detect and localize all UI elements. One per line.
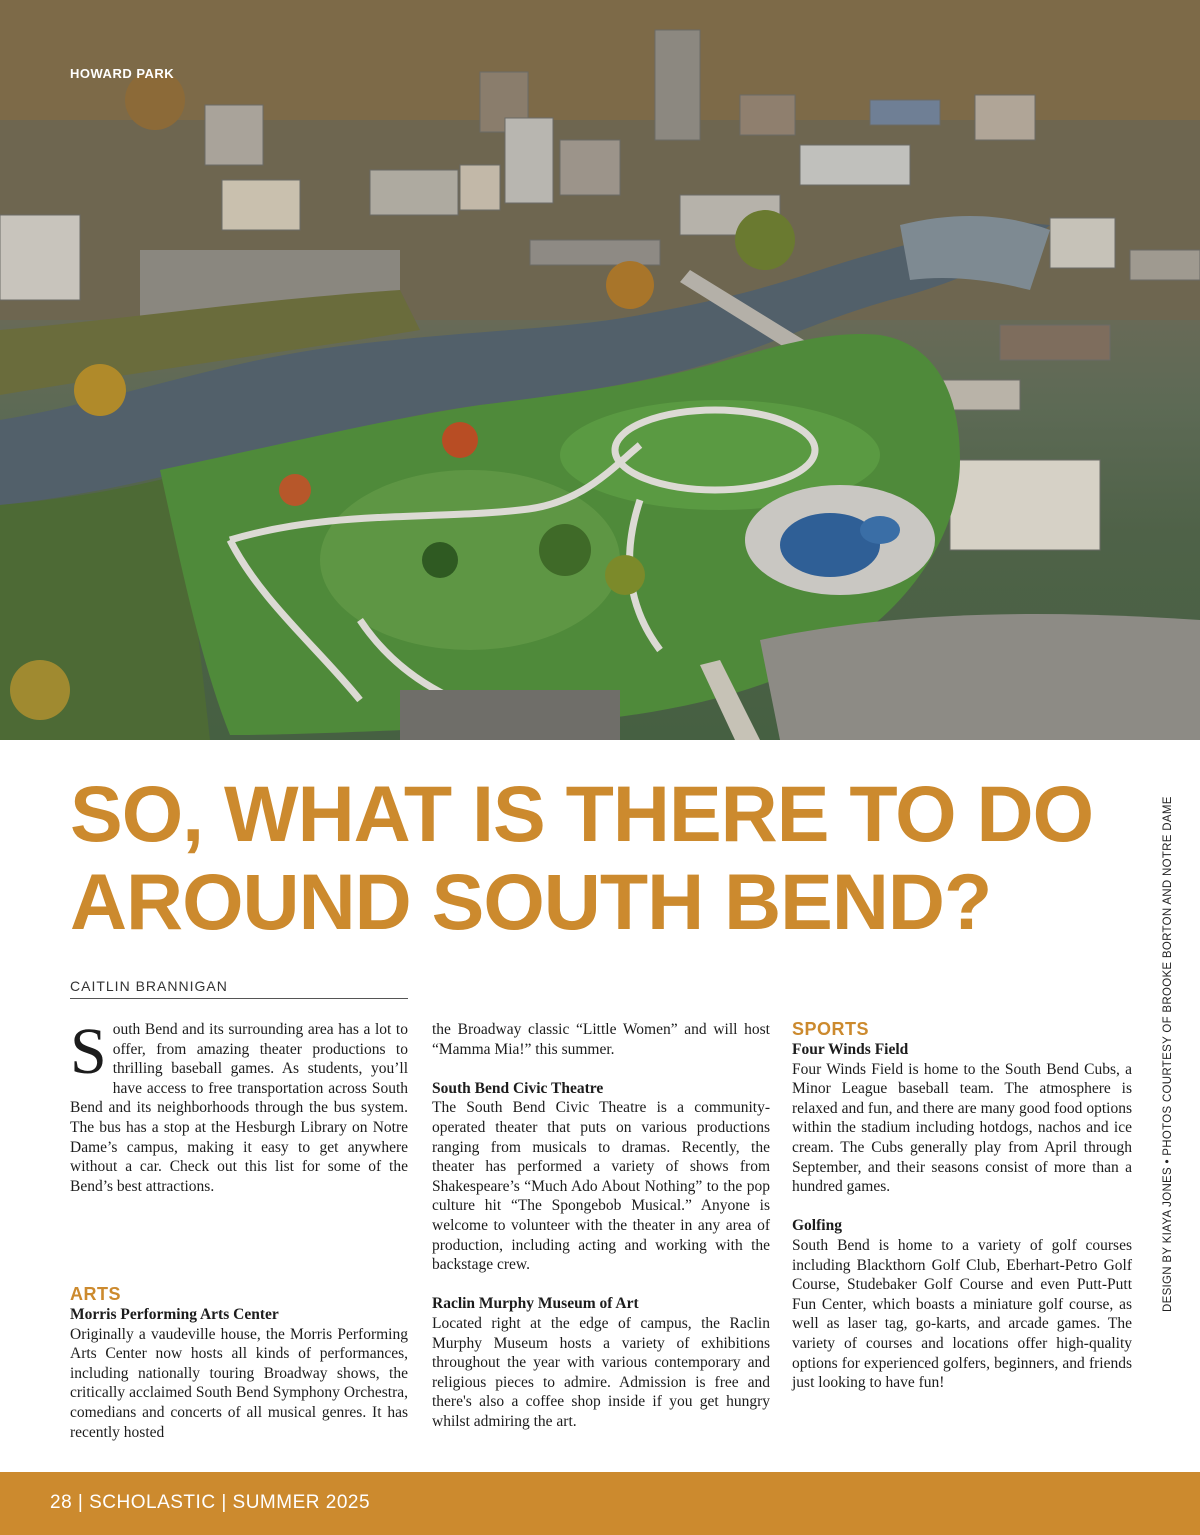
hero-photo [0, 0, 1200, 740]
footer-folio: 28 | SCHOLASTIC | SUMMER 2025 [50, 1492, 371, 1513]
four-winds-body: Four Winds Field is home to the South Bend Cubs, a Minor League baseball team. The atmosphere is relaxed and fun, and there are many good food options within the stadium including hotdogs, nachos and ice cream. The Cubs generally play from April through September, and their seasons consist of more than a hundred games. [792, 1060, 1132, 1196]
photo-design-credit: DESIGN BY KIAYA JONES • PHOTOS COURTESY OF BROOKE BORTON AND NOTRE DAME [1162, 796, 1174, 1312]
morris-body-continued: the Broadway classic “Little Women” and will host “Mamma Mia!” this summer. [432, 1021, 770, 1058]
civic-theatre-body: The South Bend Civic Theatre is a community-operated theater that puts on various productions ranging from musicals to dramas. Recently, the theater has performed a variety of shows from Shakespeare’s “Much Ado About Nothing” to the pop culture hit “The Spongebob Musical.” Anyone is welcome to volunteer with the theater in any area of production, including acting and working with the backstage crew. [432, 1099, 770, 1274]
column-1 [70, 1015, 408, 1196]
aerial-photo-illustration [0, 0, 1200, 740]
page-title [70, 770, 1130, 946]
column-2 [432, 1020, 770, 1431]
four-winds-title: Four Winds Field [792, 1041, 909, 1058]
drop-cap: S [70, 1015, 107, 1088]
photo-location-label: HOWARD PARK [70, 66, 175, 81]
morris-body: Originally a vaudeville house, the Morris Performing Arts Center now hosts all kinds of performances, including nationally touring Broadway shows, the critically acclaimed South Bend Symphony Orchestra, comedians and concerts of all musical genres. It has recently hosted [70, 1325, 408, 1441]
golfing-body: South Bend is home to a variety of golf courses including Blackthorn Golf Club, Eberhart-Petro Golf Course, Studebaker Golf Course and even Putt-Putt Fun Center, which boasts a miniature golf course, as well as laser tag, go-karts, and arcade games. The variety of courses and locations offer high-quality options for experienced golfers, beginners, and friends just looking to have fun! [792, 1236, 1132, 1392]
arts-section-title: ARTS [70, 1284, 121, 1304]
golfing-title: Golfing [792, 1217, 842, 1235]
title-line-1: SO, WHAT IS THERE TO DO [70, 769, 1094, 858]
intro-text: outh Bend and its surrounding area has a lot to offer, from amazing theater productions to thrilling baseball games. As students, you’ll have access to free transportation across South Bend and its neighborhoods through the bus system. The bus has a stop at the Hesburgh Library on Notre Dame’s campus, making it easy to get anywhere without a car. Check out this list for some of the Bend’s best attractions. [70, 1021, 408, 1195]
column-3 [792, 1018, 1132, 1393]
arts-section [70, 1283, 408, 1442]
intro-paragraph [70, 1015, 408, 1196]
raclin-body: Located right at the edge of campus, the Raclin Murphy Museum hosts a variety of exhibitions throughout the year with various contemporary and religious pieces to admire. Admission is free and there's also a coffee shop inside if you get hungry whilst admiring the art. [432, 1314, 770, 1430]
raclin-title: Raclin Murphy Museum of Art [432, 1295, 639, 1313]
title-line-2: AROUND SOUTH BEND? [70, 857, 992, 946]
author-byline: CAITLIN BRANNIGAN [70, 978, 408, 999]
sports-section-title: SPORTS [792, 1019, 870, 1039]
civic-theatre-title: South Bend Civic Theatre [432, 1079, 604, 1097]
page-footer [0, 1472, 1200, 1535]
morris-title: Morris Performing Arts Center [70, 1306, 279, 1323]
